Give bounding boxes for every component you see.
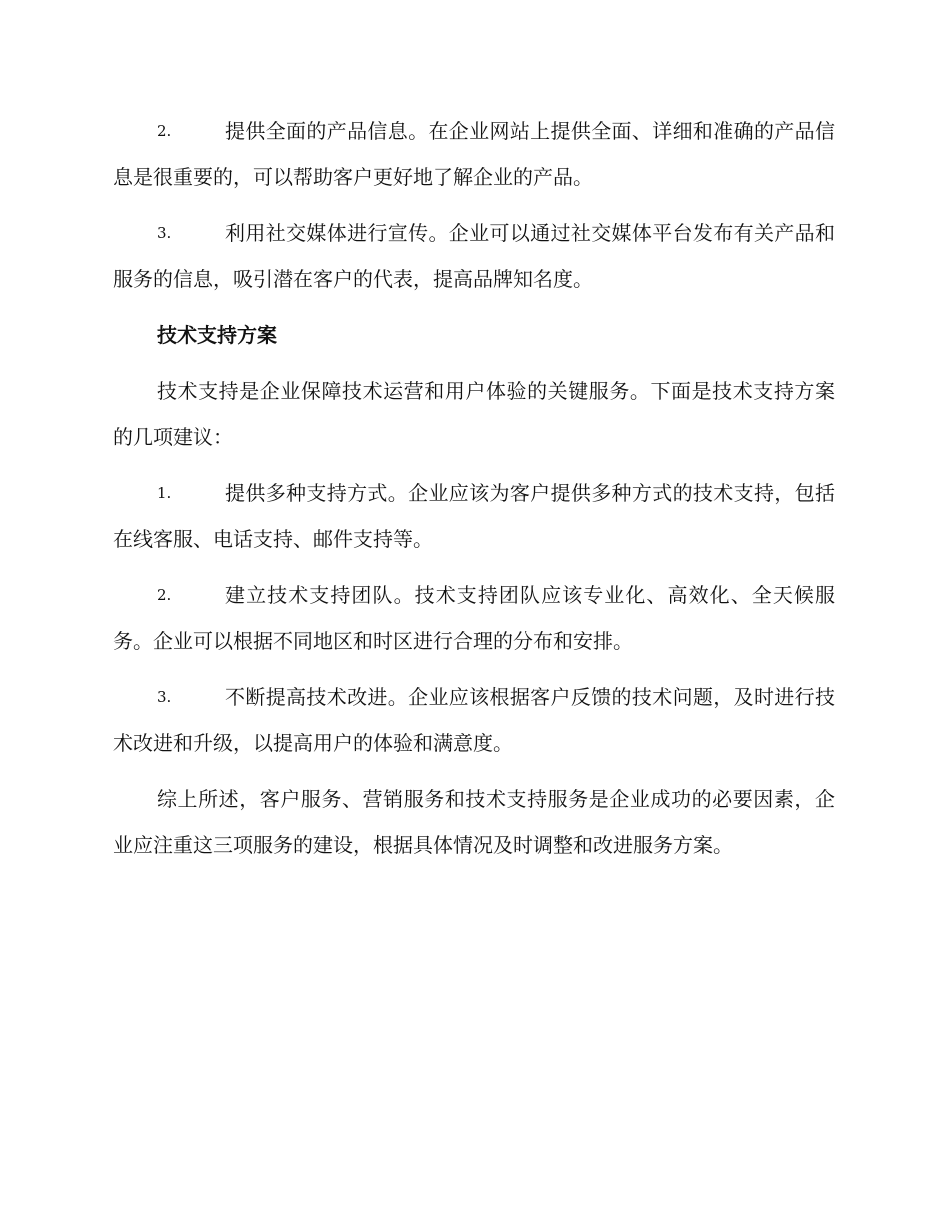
list-item-text: 提供多种支持方式。企业应该为客户提供多种方式的技术支持，包括在线客服、电话支持、邮件支持等。	[113, 481, 835, 551]
list-item-text: 不断提高技术改进。企业应该根据客户反馈的技术问题，及时进行技术改进和升级，以提高用户的体验和满意度。	[113, 685, 835, 755]
section-heading: 技术支持方案	[157, 323, 277, 347]
list-item-number: 3.	[157, 688, 172, 706]
list-item	[113, 210, 835, 302]
list-item-number: 2.	[157, 586, 172, 604]
list-item	[113, 470, 835, 562]
list-item-number: 2.	[157, 122, 172, 140]
list-item-number: 3.	[157, 224, 172, 242]
list-item	[113, 572, 835, 664]
section-intro: 技术支持是企业保障技术运营和用户体验的关键服务。下面是技术支持方案的几项建议：	[113, 379, 835, 449]
conclusion-paragraph: 综上所述，客户服务、营销服务和技术支持服务是企业成功的必要因素，企业应注重这三项服务的建设，根据具体情况及时调整和改进服务方案。	[113, 787, 835, 857]
list-item-number: 1.	[157, 484, 172, 502]
document-body	[113, 108, 835, 878]
list-item-text: 提供全面的产品信息。在企业网站上提供全面、详细和准确的产品信息是很重要的，可以帮助客户更好地了解企业的产品。	[113, 119, 835, 189]
list-item	[113, 674, 835, 766]
list-item	[113, 108, 835, 200]
list-item-text: 利用社交媒体进行宣传。企业可以通过社交媒体平台发布有关产品和服务的信息，吸引潜在客户的代表，提高品牌知名度。	[113, 221, 835, 291]
list-item-text: 建立技术支持团队。技术支持团队应该专业化、高效化、全天候服务。企业可以根据不同地区和时区进行合理的分布和安排。	[113, 583, 835, 653]
